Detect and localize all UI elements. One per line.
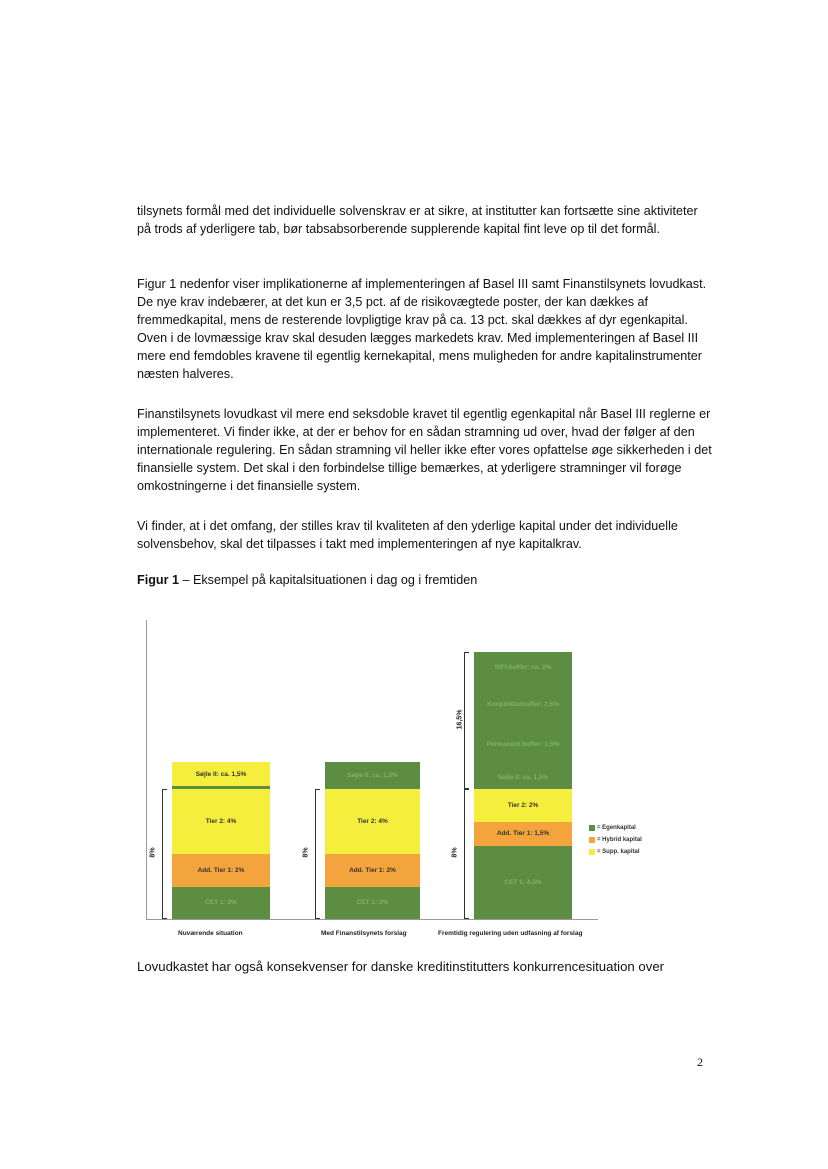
figure-caption: [137, 571, 477, 589]
x-tick-label-3: Fremtidig regulering uden udfasning af forslag: [438, 930, 583, 937]
bar-3-bracket-label-2: 16,5%: [456, 709, 464, 729]
legend-item-1: [589, 825, 636, 831]
page-number: 2: [697, 1055, 703, 1069]
paragraph-3: Finanstilsynets lovudkast vil mere end seksdoble kravet til egentlig egenkapital når Basel III reglerne er implementeret. Vi finder ikke, at der er behov for en sådan stramning ud over, hvad der følger af den internationale regulering. En sådan stramning vil heller ikke efter vores opfattelse øge sikkerheden i det finansielle system. Det skal i den forbindelse tillige bemærkes, at yderligere stramninger vil forøge omkostningerne i det finansielle system.: [137, 407, 712, 493]
bar-2-bracket-label-1: 8%: [302, 847, 310, 858]
legend-swatch-3: [589, 849, 595, 855]
paragraph-4: Vi finder, at i det omfang, der stilles krav til kvaliteten af den yderlige kapital under det individuelle solvensbehov, skal det tilpasses i takt med implementeringen af nye kapitalkrav.: [137, 519, 678, 551]
legend-label-2: = Hybrid kapital: [597, 837, 642, 843]
bar-3-segment-6: Konjunkturbuffer: 2,5%: [474, 684, 572, 725]
bar-3-bracket-label-1: 8%: [451, 847, 459, 858]
bar-2-segment-4: Søjle II: ca. 1,5%: [325, 762, 420, 790]
legend-label-1: = Egenkapital: [597, 825, 636, 831]
paragraph-5: Lovudkastet har også konsekvenser for danske kreditinstitutters konkurrencesituation over: [137, 959, 665, 974]
paragraph-1: tilsynets formål med det individuelle solvenskrav er at sikre, at institutter kan fortsætte sine aktiviteter på trods af yderligere tab, bør tabsabsorberende supplerende kapital fint leve op til det formål.: [137, 204, 698, 236]
bar-3-segment-7: SIFI-buffer: ca. 2%: [474, 652, 572, 684]
paragraph-2: Figur 1 nedenfor viser implikationerne af implementeringen af Basel III samt Finanstilsynets lovudkast. De nye krav indebærer, at det kun er 3,5 pct. af de risikovægtede poster, der kan dækkes af fremmedkapital, mens de resterende lovpligtige krav på ca. 13 pct. skal dækkes af dyr egenkapital. Oven i de lovmæssige krav skal desuden lægges markedets krav. Med implementeringen af Basel III mere end femdobles kravene til egentlig kernekapital, mens muligheden for andre kapitalinstrumenter næsten halveres.: [137, 277, 707, 381]
bar-2-segment-3: Tier 2: 4%: [325, 789, 420, 854]
bar-2-segment-1: CET 1: 2%: [325, 887, 420, 919]
bar-3-segment-1: CET 1: 4,5%: [474, 846, 572, 919]
bar-1-bracket-label-1: 8%: [149, 847, 157, 858]
bar-3: [474, 652, 572, 919]
chart-y-axis: [146, 620, 147, 920]
bar-2-segment-2: Add. Tier 1: 2%: [325, 854, 420, 886]
bar-2-bracket-1: [315, 789, 320, 919]
bar-3-bracket-1: [464, 789, 469, 919]
x-tick-label-2: Med Finanstilsynets forslag: [321, 930, 407, 937]
bar-3-bracket-2: [464, 652, 469, 790]
x-tick-label-1: Nuværende situation: [178, 930, 243, 937]
bar-1-segment-4: [172, 786, 270, 789]
bar-1-segment-1: CET 1: 2%: [172, 887, 270, 919]
legend-swatch-1: [589, 825, 595, 831]
bar-3-segment-5: Permanent buffer: 2,5%: [474, 725, 572, 766]
bar-3-segment-4: Søjle II: ca. 1,5%: [474, 765, 572, 789]
bar-1-segment-3: Tier 2: 4%: [172, 789, 270, 854]
bar-1: [172, 762, 270, 919]
legend-label-3: = Supp. kapital: [597, 849, 640, 855]
figure-caption-label: Figur 1: [137, 573, 179, 587]
bar-3-segment-2: Add. Tier 1: 1,5%: [474, 822, 572, 846]
legend-item-3: [589, 849, 640, 855]
bar-1-segment-2: Add. Tier 1: 2%: [172, 854, 270, 886]
figure-caption-text: – Eksempel på kapitalsituationen i dag og i fremtiden: [178, 573, 478, 587]
bar-2: [325, 762, 420, 919]
chart-x-axis: [146, 919, 598, 920]
bar-1-bracket-1: [162, 789, 167, 919]
bar-1-segment-5: Søjle II: ca. 1,5%: [172, 762, 270, 786]
legend-swatch-2: [589, 837, 595, 843]
bar-3-segment-3: Tier 2: 2%: [474, 789, 572, 821]
legend-item-2: [589, 837, 642, 843]
